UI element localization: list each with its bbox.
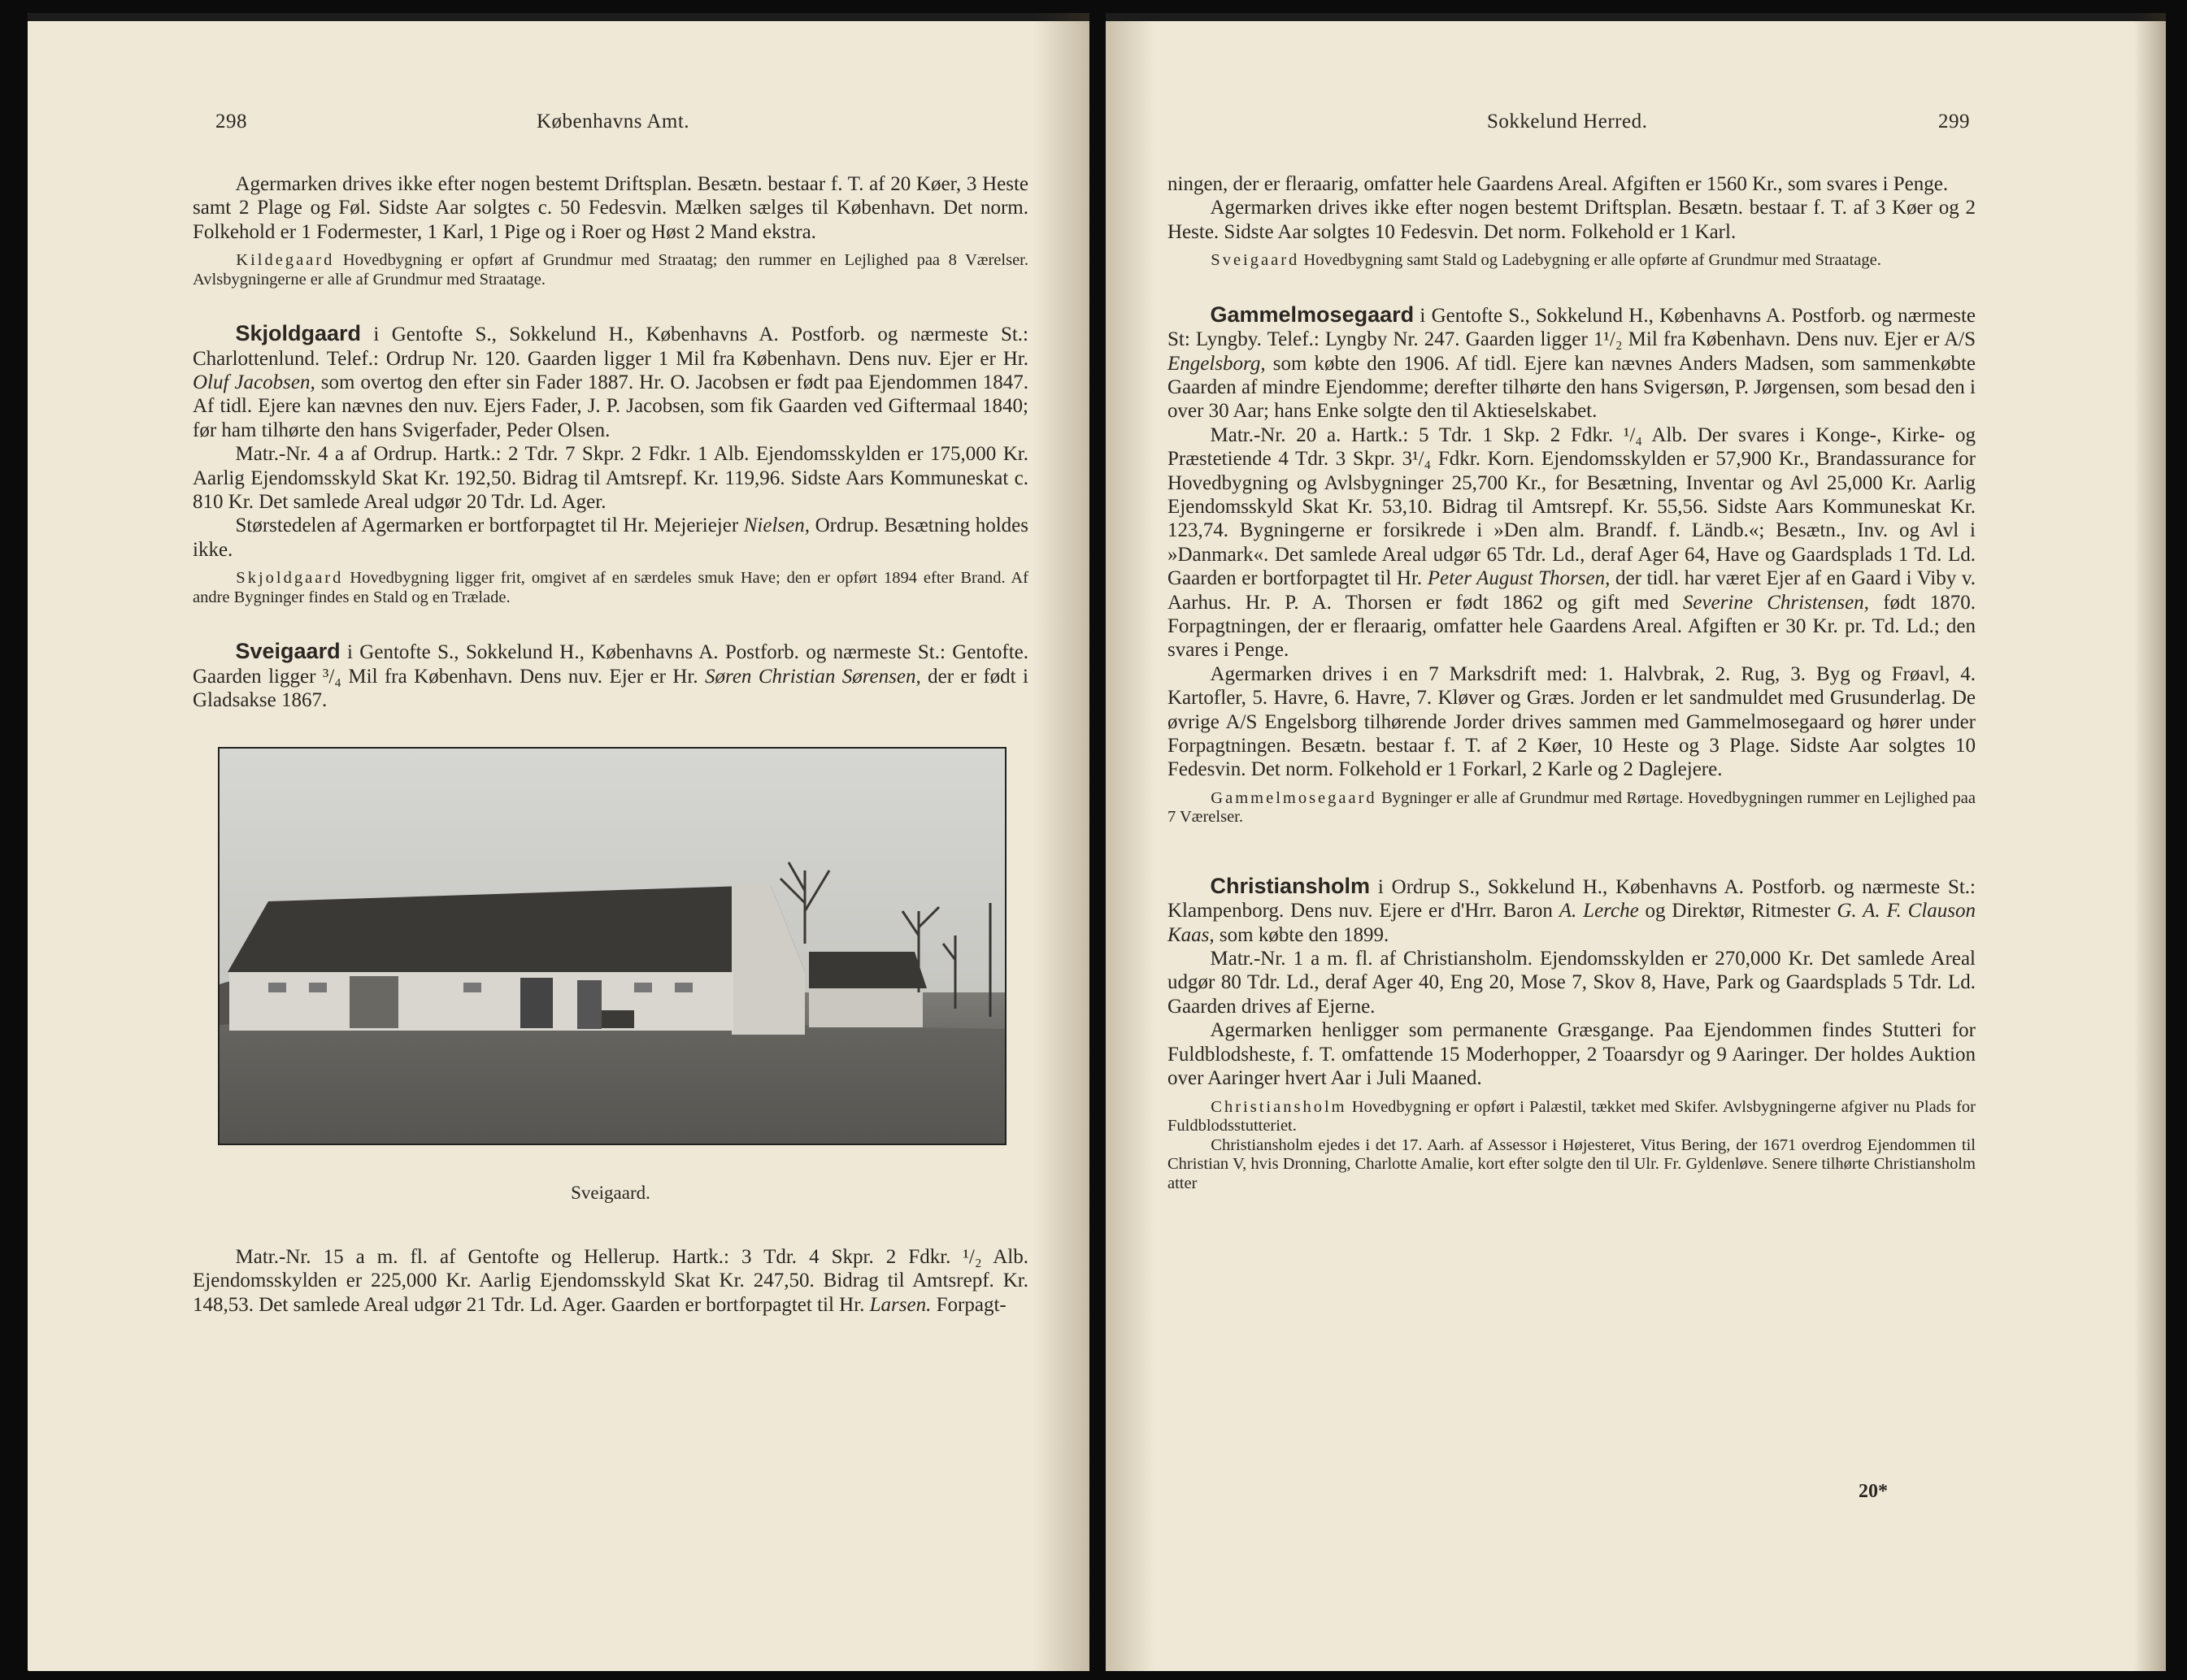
estate-name: Gammelmosegaard bbox=[1210, 302, 1415, 327]
paragraph: Agermarken drives ikke efter nogen bestemt Driftsplan. Besætn. bestaar f. T. af 3 Køer og 2 Heste. Sidste Aar solgtes 10 Fedesvin. Det norm. Folkehold er 1 Karl. bbox=[1167, 197, 1976, 243]
small-print-note: Christiansholm Hovedbygning er opført i Palæstil, tækket med Skifer. Avlsbygningerne afgiver nu Plads for Fuldblodsstutteriet. bbox=[1167, 1097, 1976, 1135]
italic-name: Larsen. bbox=[869, 1293, 932, 1316]
small-print-note: Skjoldgaard Hovedbygning ligger frit, omgivet af en særdeles smuk Have; den er opført 1894 efter Brand. Af andre Bygninger findes en Stald og en Trælade. bbox=[193, 569, 1028, 606]
estate-entry: Christiansholm i Ordrup S., Sokkelund H., Københavns A. Postforb. og nærmeste St.: Klampenborg. Dens nuv. Ejere er d'Hrr. Baron A. Lerche og Direktør, Ritmester G. A. F. Clauson Kaas, som købte den 1899. bbox=[1167, 873, 1976, 946]
paragraph: ningen, der er fleraarig, omfatter hele Gaardens Areal. Afgiften er 1560 Kr., som svares i Penge. bbox=[1167, 173, 1949, 195]
small-print-note: Sveigaard Hovedbygning samt Stald og Ladebygning er alle opførte af Grundmur med Straatage. bbox=[1211, 251, 1881, 270]
right-running-header: Sokkelund Herred. bbox=[1487, 111, 1648, 132]
italic-name: Engelsborg, bbox=[1167, 352, 1266, 375]
small-print-note: Christiansholm ejedes i det 17. Aarh. af Assessor i Højesteret, Vitus Bering, der 1671 overdrog Ejendommen til Christian V, hvis Dronning, Charlotte Amalie, kort efter solgte den til Ulr. Fr. Gyldenløve. Senere tilhørte Christiansholm atter bbox=[1167, 1135, 1976, 1192]
note-lead-name: Sveigaard bbox=[1211, 251, 1300, 270]
paragraph: Størstedelen af Agermarken er bortforpagtet til Hr. Mejeriejer Nielsen, Ordrup. Besætning holdes ikke. bbox=[193, 514, 1029, 561]
paragraph: Agermarken drives ikke efter nogen bestemt Driftsplan. Besætn. bestaar f. T. af 20 Køer, 3 Heste samt 2 Plage og Føl. Sidste Aar solgtes c. 50 Fedesvin. Mælken sælges til København. Det norm. Folkehold er 1 Fodermester, 1 Karl, 1 Pige og i Roer og Høst 2 Mand ekstra. bbox=[193, 173, 1028, 243]
estate-entry: Skjoldgaard i Gentofte S., Sokkelund H., Københavns A. Postforb. og nærmeste St.: Charlottenlund. Telef.: Ordrup Nr. 120. Gaarden ligger 1 Mil fra København. Dens nuv. Ejer er Hr. Oluf Jacobsen, som overtog den efter sin Fader 1887. Hr. O. Jacobsen er født paa Ejendommen 1847. Af tidl. Ejere kan nævnes den nuv. Ejers Fader, J. P. Jacobsen, som fik Gaarden ved Giftermaal 1840; før ham tilhørte den hans Svigerfader, Peder Olsen. bbox=[193, 321, 1028, 441]
note-lead-name: Kildegaard bbox=[236, 251, 335, 270]
italic-name: Peter August Thorsen, bbox=[1427, 567, 1611, 590]
italic-name: Søren Christian Sørensen, bbox=[705, 665, 921, 688]
left-text-column bbox=[193, 172, 1028, 1317]
right-page-number: 299 bbox=[1938, 111, 1970, 132]
small-print-note: Kildegaard Hovedbygning er opført af Grundmur med Straatag; den rummer en Lejlighed paa 8 Værelser. Avlsbygningerne er alle af Grundmur med Straatage. bbox=[193, 251, 1028, 289]
italic-name: Nielsen, bbox=[743, 514, 810, 537]
italic-name: Severine Christensen, bbox=[1682, 591, 1869, 614]
photo-frame bbox=[218, 747, 1007, 1145]
note-lead-name: Gammelmosegaard bbox=[1211, 788, 1377, 807]
estate-name: Skjoldgaard bbox=[235, 321, 362, 346]
right-text-column bbox=[1167, 172, 1976, 1193]
estate-name: Christiansholm bbox=[1210, 873, 1371, 898]
signature-mark: 20* bbox=[1859, 1481, 1888, 1502]
note-lead-name: Christiansholm bbox=[1211, 1097, 1347, 1116]
paragraph: Agermarken henligger som permanente Græsgange. Paa Ejendommen findes Stutteri for Fuldblodsheste, f. T. omfattende 15 Moderhopper, 2 Toaarsdyr og 9 Aaringer. Der holdes Auktion over Aaringer hvert Aar i Juli Maaned. bbox=[1167, 1019, 1976, 1090]
photo-caption: Sveigaard. bbox=[571, 1182, 650, 1203]
italic-name: A. Lerche bbox=[1559, 900, 1639, 922]
page-top-edge bbox=[28, 13, 1089, 21]
note-lead-name: Skjoldgaard bbox=[236, 569, 344, 588]
left-running-header: Københavns Amt. bbox=[537, 111, 690, 132]
italic-name: Oluf Jacobsen, bbox=[193, 371, 315, 394]
paragraph: Matr.-Nr. 1 a m. fl. af Christiansholm. Ejendomsskylden er 270,000 Kr. Det samlede Areal udgør 80 Tdr. Ld., deraf Ager 40, Eng 20, Mose 7, Skov 8, Have, Park og Gaardsplads 5 Tdr. Ld. Gaarden drives af Ejerne. bbox=[1167, 948, 1976, 1018]
page-top-edge bbox=[1106, 13, 2166, 21]
paragraph: Matr.-Nr. 15 a m. fl. af Gentofte og Hellerup. Hartk.: 3 Tdr. 4 Skpr. 2 Fdkr. ¹/₂ Alb. Ejendomsskylden er 225,000 Kr. Aarlig Ejendomsskyld Skat Kr. 247,50. Bidrag til Amtsrepf. Kr. 148,53. Det samlede Areal udgør 21 Tdr. Ld. Ager. Gaarden er bortforpagtet til Hr. Larsen. Forpagt- bbox=[193, 1245, 1028, 1316]
photo-figure bbox=[218, 747, 1003, 1205]
small-print-note: Gammelmosegaard Bygninger er alle af Grundmur med Rørtage. Hovedbygningen rummer en Lejlighed paa 7 Værelser. bbox=[1167, 788, 1976, 827]
estate-name: Sveigaard bbox=[235, 639, 341, 664]
estate-entry: Gammelmosegaard i Gentofte S., Sokkelund H., Københavns A. Postforb. og nærmeste St: Lyngby. Telef.: Lyngby Nr. 247. Gaarden ligger 1¹/₂ Mil fra København. Dens nuv. Ejer er A/S Engelsborg, som købte den 1906. Af tidl. Ejere kan nævnes Anders Madsen, som sammenkøbte Gaarden af mindre Ejendomme; derefter tilhørte den hans Svigersøn, P. Jørgensen, som besad den i over 30 Aar; hans Enke solgte den til Aktieselskabet. bbox=[1167, 302, 1976, 423]
farm-building-photo bbox=[220, 749, 1005, 1144]
paragraph: Agermarken drives i en 7 Marksdrift med: 1. Halvbrak, 2. Rug, 3. Byg og Frøavl, 4. Kartofler, 5. Havre, 6. Havre, 7. Kløver og Græs. Jorden er let sandmuldet med Grusunderlag. De øvrige A/S Engelsborg tilhørende Jorder drives sammen med Gammelmosegaard og hører under Forpagtningen. Besætn. bestaar f. T. af 2 Køer, 10 Heste og 3 Plage. Sidste Aar solgtes 10 Fedesvin. Det norm. Folkehold er 1 Forkarl, 2 Karle og 2 Daglejere. bbox=[1167, 662, 1976, 781]
left-page-number: 298 bbox=[215, 111, 247, 132]
paragraph: Matr.-Nr. 4 a af Ordrup. Hartk.: 2 Tdr. 7 Skpr. 2 Fdkr. 1 Alb. Ejendomsskylden er 175,000 Kr. Aarlig Ejendomsskyld Skat Kr. 192,50. Bidrag til Amtsrepf. Kr. 119,96. Sidste Aars Kommuneskat c. 810 Kr. Det samlede Areal udgør 20 Tdr. Ld. Ager. bbox=[193, 443, 1028, 514]
paragraph: Matr.-Nr. 20 a. Hartk.: 5 Tdr. 1 Skp. 2 Fdkr. ¹/₄ Alb. Der svares i Konge-, Kirke- og Præstetiende 4 Tdr. 3 Skpr. 3¹/₄ Fdkr. Korn. Ejendomsskylden er 57,900 Kr., Brandassurance for Hovedbygning og Avlsbygninger 25,700 Kr., for Besætning, Inventar og Avl 25,000 Kr. Aarlig Ejendomsskyld Skat Kr. 53,10. Bidrag til Amtsrepf. Kr. 55,56. Sidste Aars Kommuneskat Kr. 123,74. Bygningerne er forsikrede i »Den alm. Brandf. f. Ländb.«; Besætn., Inv. og Avl i »Danmark«. Det samlede Areal udgør 65 Tdr. Ld., deraf Ager 64, Have og Gaardsplads 1 Td. Ld. Gaarden er bortforpagtet til Hr. Peter August Thorsen, der tidl. har været Ejer af en Gaard i Viby v. Aarhus. Hr. P. A. Thorsen er født 1862 og gift med Severine Christensen, født 1870. Forpagtningen, der er fleraarig, omfatter hele Gaardens Areal. Afgiften er 30 Kr. pr. Td. Ld.; den svares i Penge. bbox=[1167, 423, 1976, 662]
estate-entry: Sveigaard i Gentofte S., Sokkelund H., Københavns A. Postforb. og nærmeste St.: Gentofte. Gaarden ligger ³/₄ Mil fra København. Dens nuv. Ejer er Hr. Søren Christian Sørensen, der er født i Gladsakse 1867. bbox=[193, 639, 1029, 712]
italic-name: G. A. F. Clauson Kaas, bbox=[1167, 900, 1976, 946]
